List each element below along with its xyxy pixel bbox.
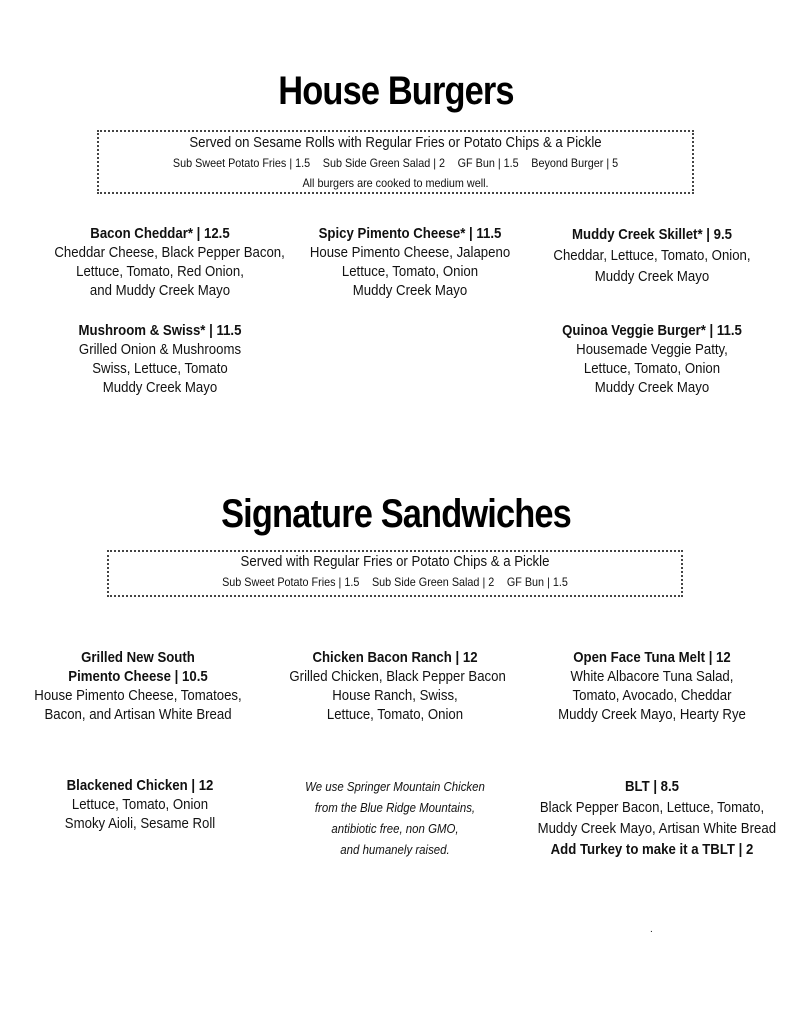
item-desc-line: Lettuce, Tomato, Onion <box>341 263 479 280</box>
item-desc-line: Smoky Aioli, Sesame Roll <box>64 815 216 832</box>
sandwiches-note-box <box>107 550 683 597</box>
menu-item-mushroom-swiss <box>40 321 280 397</box>
item-name: Muddy Creek Skillet* | 9.5 <box>572 226 732 243</box>
item-name: Chicken Bacon Ranch | 12 <box>312 649 478 666</box>
footer-mark: . <box>650 924 653 935</box>
item-name-line: Grilled New South <box>81 649 195 666</box>
item-desc-line: White Albacore Tuna Salad, <box>570 668 734 685</box>
item-name: Mushroom & Swiss* | 11.5 <box>78 322 242 339</box>
chicken-source-note <box>275 776 515 860</box>
item-desc-line: Lettuce, Tomato, Onion <box>326 706 464 723</box>
sandwiches-sub-gf-bun: GF Bun | 1.5 <box>506 575 568 589</box>
item-desc-line: Lettuce, Tomato, Onion <box>71 796 209 813</box>
note-line: from the Blue Ridge Mountains, <box>314 800 476 815</box>
item-desc-line: Muddy Creek Mayo <box>594 379 710 396</box>
burgers-sub-gf-bun: GF Bun | 1.5 <box>457 156 519 170</box>
sandwiches-subs-line <box>138 572 653 592</box>
burgers-note-line3: All burgers are cooked to medium well. <box>302 176 489 190</box>
item-desc-line: Muddy Creek Mayo <box>102 379 218 396</box>
burgers-note-box <box>97 130 694 194</box>
item-desc-line: Black Pepper Bacon, Lettuce, Tomato, <box>539 799 765 816</box>
item-name: Spicy Pimento Cheese* | 11.5 <box>318 225 502 242</box>
burgers-sub-beyond: Beyond Burger | 5 <box>531 156 619 170</box>
menu-item-blt <box>522 776 782 860</box>
item-name: Quinoa Veggie Burger* | 11.5 <box>562 322 742 339</box>
item-desc-line: Muddy Creek Mayo <box>352 282 468 299</box>
item-desc-line: Cheddar, Lettuce, Tomato, Onion, <box>553 247 751 264</box>
item-desc-line: House Ranch, Swiss, <box>332 687 458 704</box>
item-desc-line: House Pimento Cheese, Tomatoes, <box>34 687 242 704</box>
menu-item-muddy-creek-skillet <box>532 224 772 287</box>
item-desc-line: Cheddar Cheese, Black Pepper Bacon, <box>54 244 285 261</box>
menu-item-chicken-bacon-ranch <box>275 648 515 724</box>
burgers-sub-sweet-potato: Sub Sweet Potato Fries | 1.5 <box>172 156 311 170</box>
item-desc-line: Muddy Creek Mayo, Hearty Rye <box>558 706 746 723</box>
note-line: We use Springer Mountain Chicken <box>305 779 485 794</box>
house-burgers-title: House Burgers <box>278 69 514 113</box>
item-desc-line: House Pimento Cheese, Jalapeno <box>309 244 511 261</box>
note-line: antibiotic free, non GMO, <box>331 821 459 836</box>
item-desc-line: Bacon, and Artisan White Bread <box>44 706 232 723</box>
item-desc-line: and Muddy Creek Mayo <box>89 282 231 299</box>
sandwiches-sub-salad: Sub Side Green Salad | 2 <box>371 575 495 589</box>
item-desc-line: Muddy Creek Mayo, Artisan White Bread <box>537 820 777 837</box>
burgers-subs-line <box>129 153 663 173</box>
signature-sandwiches-title: Signature Sandwiches <box>221 492 571 536</box>
item-desc-line: Lettuce, Tomato, Red Onion, <box>76 263 244 280</box>
sandwiches-note-line1: Served with Regular Fries or Potato Chips & a Pickle <box>240 553 550 570</box>
item-desc-line: Tomato, Avocado, Cheddar <box>572 687 732 704</box>
item-name-line: Pimento Cheese | 10.5 <box>68 668 208 685</box>
item-name: Bacon Cheddar* | 12.5 <box>90 225 230 242</box>
menu-item-grilled-new-south <box>18 648 258 724</box>
item-desc-line: Muddy Creek Mayo <box>594 268 710 285</box>
item-desc-line: Grilled Chicken, Black Pepper Bacon <box>289 668 506 685</box>
item-desc-line: Swiss, Lettuce, Tomato <box>92 360 228 377</box>
item-addon-tblt: Add Turkey to make it a TBLT | 2 <box>550 841 754 858</box>
item-desc-line: Lettuce, Tomato, Onion <box>583 360 721 377</box>
menu-item-spicy-pimento <box>290 224 530 300</box>
item-desc-line: Housemade Veggie Patty, <box>576 341 728 358</box>
menu-item-quinoa-veggie <box>532 321 772 397</box>
sandwiches-sub-sweet-potato: Sub Sweet Potato Fries | 1.5 <box>222 575 360 589</box>
burgers-note-line1: Served on Sesame Rolls with Regular Fries or Potato Chips & a Pickle <box>189 134 602 151</box>
item-name: BLT | 8.5 <box>624 778 680 795</box>
burgers-sub-salad: Sub Side Green Salad | 2 <box>322 156 446 170</box>
item-name: Open Face Tuna Melt | 12 <box>573 649 731 666</box>
item-desc-line: Grilled Onion & Mushrooms <box>78 341 242 358</box>
item-name: Blackened Chicken | 12 <box>66 777 214 794</box>
menu-item-blackened-chicken <box>20 776 260 833</box>
menu-item-bacon-cheddar <box>40 224 285 300</box>
menu-item-open-face-tuna-melt <box>532 648 772 724</box>
note-line: and humanely raised. <box>340 842 450 857</box>
